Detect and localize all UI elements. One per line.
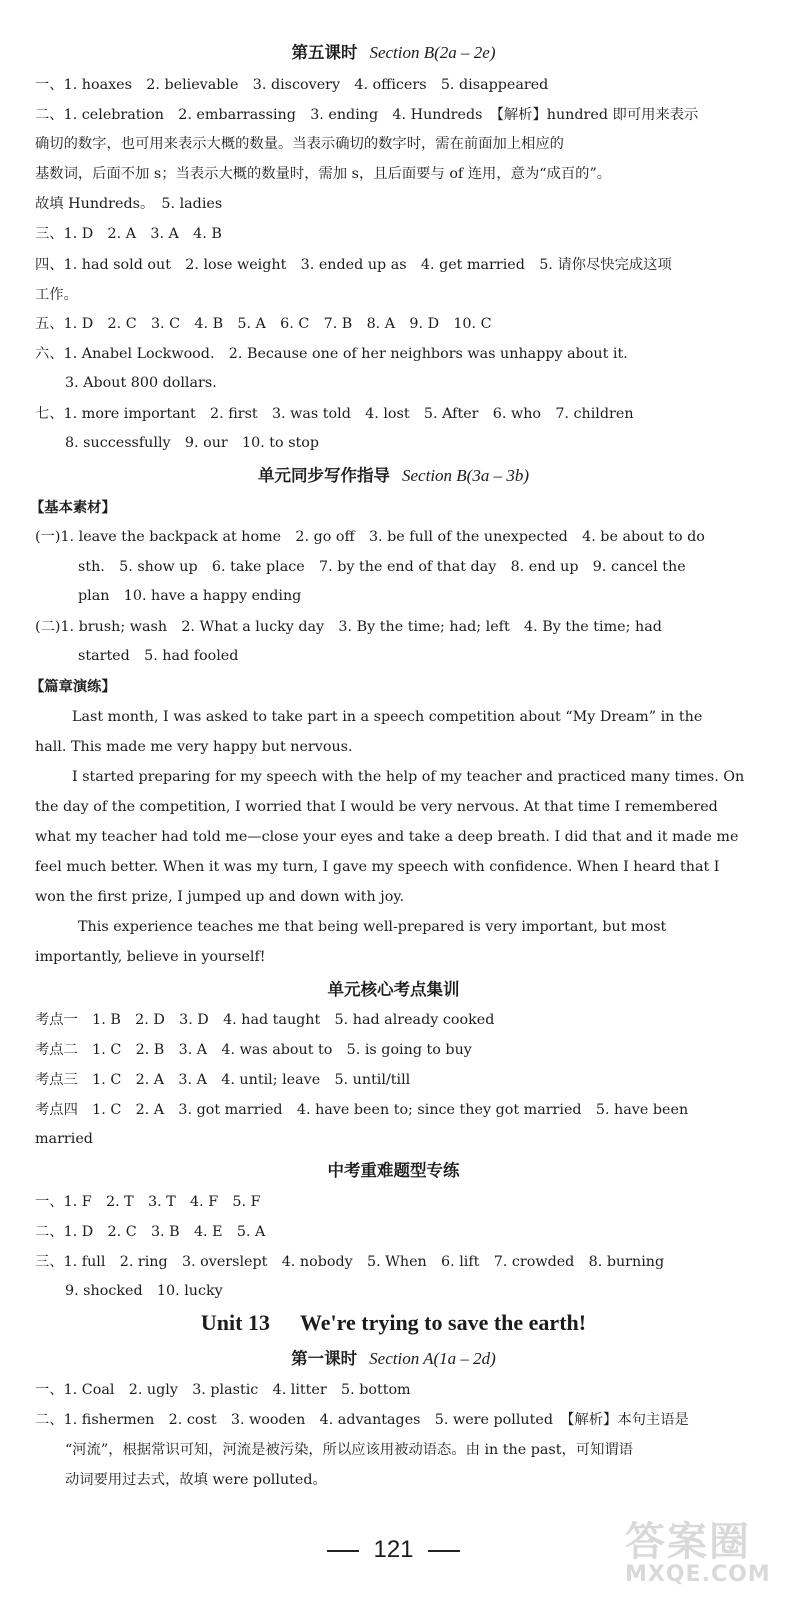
page-number-text: 121 <box>373 1536 414 1563</box>
heading-title: 第一课时 <box>291 1349 358 1368</box>
section-heading <box>0 1160 787 1183</box>
answer-line: 考点二 1. C 2. B 3. A 4. was about to 5. is going to buy <box>35 1042 472 1058</box>
answer-line: married <box>35 1131 93 1147</box>
heading-subtitle: Section B(3a – 3b) <box>402 466 529 485</box>
answer-line: 六、1. Anabel Lockwood. 2. Because one of her neighbors was unhappy about it. <box>35 346 628 362</box>
essay-line: won the first prize, I jumped up and down with joy. <box>35 889 405 905</box>
answer-line: 3. About 800 dollars. <box>65 375 217 391</box>
watermark <box>617 1510 771 1590</box>
essay-line: feel much better. When it was my turn, I gave my speech with confidence. When I heard that I <box>35 859 720 875</box>
essay-line: hall. This made me very happy but nervous. <box>35 739 353 755</box>
material-label: 【基本素材】 <box>30 500 116 516</box>
heading-subtitle: Section A(1a – 2d) <box>369 1349 496 1368</box>
answer-line: 9. shocked 10. lucky <box>65 1283 223 1299</box>
answer-line: 二、1. fishermen 2. cost 3. wooden 4. advantages 5. were polluted 【解析】本句主语是 <box>35 1412 689 1428</box>
essay-line: This experience teaches me that being well-prepared is very important, but most <box>78 919 667 935</box>
answer-line: 确切的数字，也可用来表示大概的数量。当表示确切的数字时，需在前面加上相应的 <box>35 136 564 152</box>
answer-line: 二、1. D 2. C 3. B 4. E 5. A <box>35 1224 266 1240</box>
watermark-bottom: MXQE.COM <box>625 1562 771 1587</box>
answer-line: plan 10. have a happy ending <box>78 588 302 604</box>
heading-title: 单元同步写作指导 <box>258 466 390 485</box>
heading-title: 第五课时 <box>291 43 358 62</box>
answer-line: 四、1. had sold out 2. lose weight 3. ended up as 4. get married 5. 请你尽快完成这项 <box>35 257 672 273</box>
answer-line: (一)1. leave the backpack at home 2. go off 3. be full of the unexpected 4. be about to do <box>35 529 705 545</box>
section-heading <box>0 42 787 65</box>
answer-line: 考点三 1. C 2. A 3. A 4. until; leave 5. until/till <box>35 1072 411 1088</box>
watermark-top: 答案圈 <box>625 1519 751 1565</box>
answer-line: sth. 5. show up 6. take place 7. by the end of that day 8. end up 9. cancel the <box>78 559 686 575</box>
answer-line: 动词要用过去式，故填 were polluted。 <box>65 1472 327 1488</box>
answer-line: 工作。 <box>35 287 78 303</box>
answer-line: 五、1. D 2. C 3. C 4. B 5. A 6. C 7. B 8. A 9. D 10. C <box>35 316 492 332</box>
section-heading <box>0 1348 787 1371</box>
answer-line: 基数词，后面不加 s；当表示大概的数量时，需加 s，且后面要与 of 连用，意为“成百的”。 <box>35 166 612 182</box>
answer-line: (二)1. brush; wash 2. What a lucky day 3. By the time; had; left 4. By the time; had <box>35 619 662 635</box>
essay-line: I started preparing for my speech with the help of my teacher and practiced many times. On <box>72 769 745 785</box>
section-heading <box>0 979 787 1002</box>
answer-line: 三、1. full 2. ring 3. overslept 4. nobody 5. When 6. lift 7. crowded 8. burning <box>35 1254 665 1270</box>
heading-title: 中考重难题型专练 <box>327 1161 460 1180</box>
essay-line: what my teacher had told me—close your eyes and take a deep breath. I did that and it made me <box>35 829 739 845</box>
essay-line: the day of the competition, I worried that I would be very nervous. At that time I remembered <box>35 799 718 815</box>
unit-heading <box>0 1312 787 1334</box>
answer-line: 8. successfully 9. our 10. to stop <box>65 435 320 451</box>
unit-title: We're trying to save the earth! <box>299 1310 587 1335</box>
unit-number: Unit 13 <box>200 1310 270 1335</box>
answer-line: 考点一 1. B 2. D 3. D 4. had taught 5. had already cooked <box>35 1012 495 1028</box>
answer-line: 一、1. Coal 2. ugly 3. plastic 4. litter 5. bottom <box>35 1382 411 1398</box>
answer-line: 一、1. F 2. T 3. T 4. F 5. F <box>35 1194 261 1210</box>
answer-line: 一、1. hoaxes 2. believable 3. discovery 4. officers 5. disappeared <box>35 77 549 93</box>
answer-line: 考点四 1. C 2. A 3. got married 4. have been to; since they got married 5. have been <box>35 1102 689 1118</box>
answer-line: started 5. had fooled <box>78 648 239 664</box>
essay-line: importantly, believe in yourself! <box>35 949 266 965</box>
heading-title: 单元核心考点集训 <box>327 980 460 999</box>
dash-left <box>327 1550 359 1552</box>
answer-line: 二、1. celebration 2. embarrassing 3. ending 4. Hundreds 【解析】hundred 即可用来表示 <box>35 107 699 123</box>
heading-subtitle: Section B(2a – 2e) <box>369 43 496 62</box>
practice-label: 【篇章演练】 <box>30 679 116 695</box>
answer-line: 七、1. more important 2. first 3. was told 4. lost 5. After 6. who 7. children <box>35 406 634 422</box>
section-heading <box>0 465 787 488</box>
dash-right <box>428 1550 460 1552</box>
answer-line: “河流”，根据常识可知，河流是被污染，所以应该用被动语态。由 in the past，可知谓语 <box>65 1442 633 1458</box>
answer-line: 故填 Hundreds。 5. ladies <box>35 196 223 212</box>
essay-line: Last month, I was asked to take part in a speech competition about “My Dream” in the <box>72 709 703 725</box>
answer-line: 三、1. D 2. A 3. A 4. B <box>35 226 222 242</box>
